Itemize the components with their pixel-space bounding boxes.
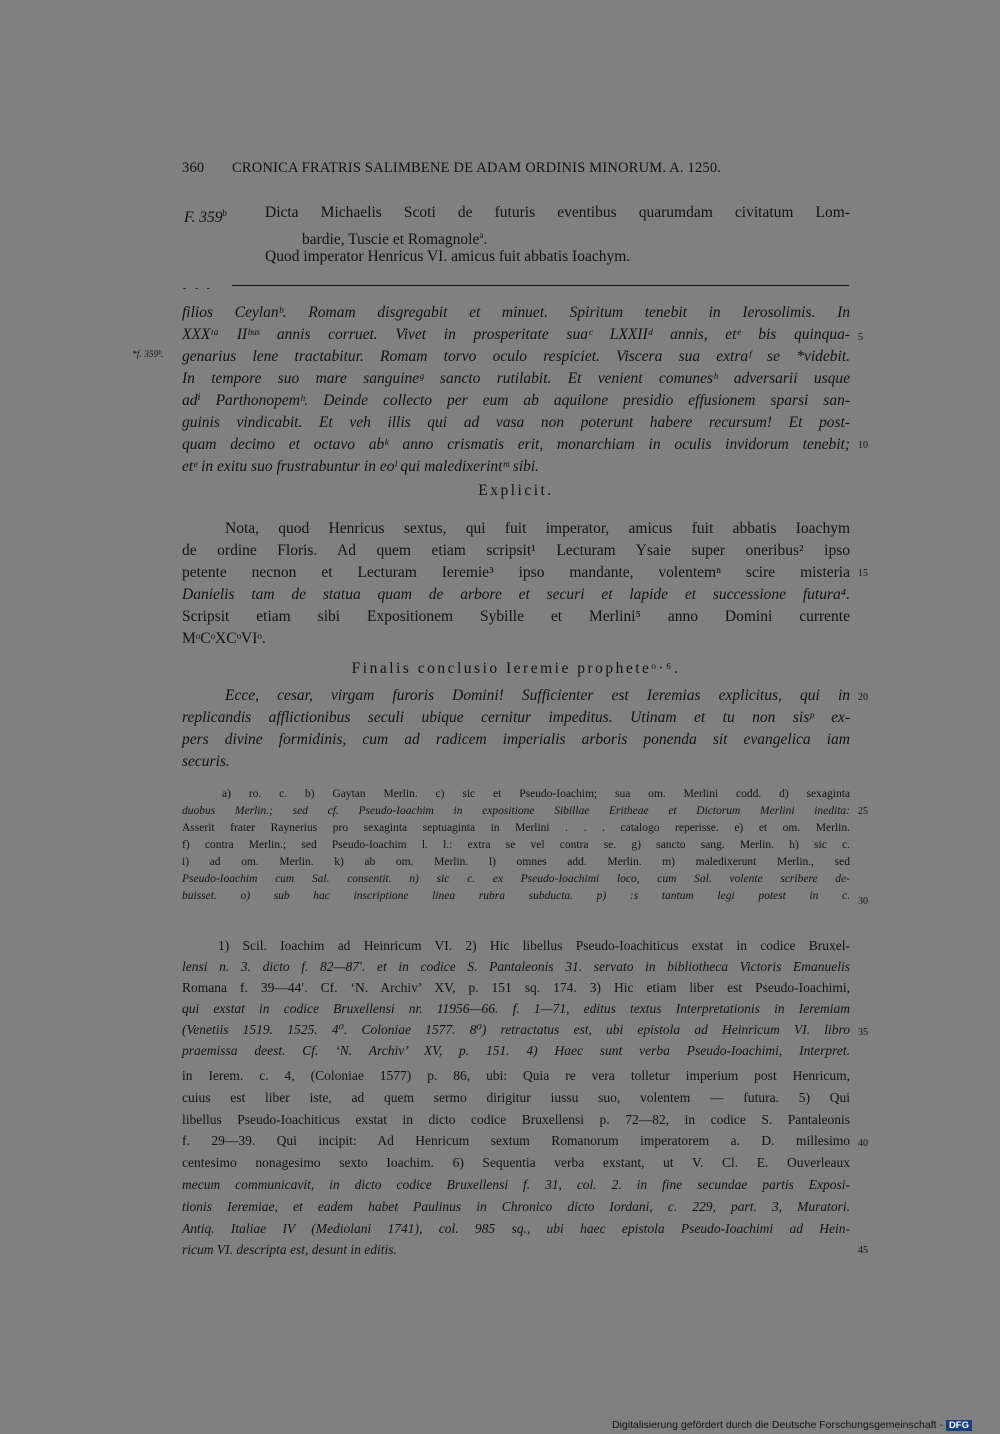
line-number: 10 xyxy=(858,440,868,451)
separator-rule xyxy=(232,285,849,286)
explicit-heading: Explicit. xyxy=(478,482,554,499)
digitization-credit xyxy=(612,1419,972,1431)
nota-line: Scripsit etiam sibi Expositionem Sybille et Merlini⁵ anno Domini currente xyxy=(182,608,850,625)
chapter-heading-line-1: Dicta Michaelis Scoti de futuris eventibus quarumdam civitatum Lom- xyxy=(265,204,850,221)
footnote-line: in Ierem. c. 4, (Coloniae 1577) p. 86, ubi: Quia re vera tolletur imperium post Henricum, xyxy=(182,1068,850,1083)
line-number: 40 xyxy=(858,1138,868,1149)
finalis-line: pers divine formidinis, cum ad radicem imperialis arboris ponenda sit evangelica iam xyxy=(182,731,850,748)
prophecy-line: etᵉ in exitu suo frustrabuntur in eoˡ qui maledixerintᵐ sibi. xyxy=(182,458,540,475)
folio-sup: b xyxy=(222,208,227,218)
credit-text: Digitalisierung gefördert durch die Deutsche Forschungsgemeinschaft - xyxy=(612,1419,943,1431)
line-number: 20 xyxy=(858,692,868,703)
prophecy-line: guinis vindicabit. Et veh illis qui ad vasa non poterunt habere recursum! Et post- xyxy=(182,414,850,431)
page-number: 360 xyxy=(182,160,205,176)
apparatus-line: buisset. o) sub hac inscriptione linea rubra subducta. p) :s tantum legi potest in c. xyxy=(182,890,850,902)
footnote-line: lensi n. 3. dicto f. 82—87′. et in codice S. Pantaleonis 31. servato in bibliotheca Victoris Emanuelis xyxy=(182,959,850,974)
footnote-line: (Venetiis 1519. 1525. 4⁰. Coloniae 1577. 8⁰) retractatus est, ubi epistola ad Heinricum VI. libro xyxy=(182,1022,850,1037)
nota-line: de ordine Floris. Ad quem etiam scripsit¹ Lecturam Ysaie super oneribus² ipso xyxy=(182,542,850,559)
finalis-line: securis. xyxy=(182,753,230,770)
margin-folio-note: *f. 359ᵇ. xyxy=(132,350,164,360)
prophecy-line: quam decimo et octavo abᵏ anno crismatis erit, monarchiam in oculis invidorum tenebit; xyxy=(182,436,850,453)
line-number: 45 xyxy=(858,1245,868,1256)
footnote-line: qui exstat in codice Bruxellensi nr. 11956—66. f. 1—71, editus textus Interpretationis in Ieremiam xyxy=(182,1001,850,1016)
footnote-line: praemissa deest. Cf. ‘N. Archiv’ XV, p. 151. 4) Haec sunt verba Pseudo-Ioachimi, Interpret. xyxy=(182,1043,850,1058)
apparatus-line: a) ro. c. b) Gaytan Merlin. c) sic et Pseudo-Ioachim; sua om. Merlini codd. d) sexaginta xyxy=(222,788,850,800)
footnote-line: libellus Pseudo-Ioachiticus exstat in dicto codice Bruxellensi p. 72—82, in codice S. Pantaleonis xyxy=(182,1112,850,1127)
prophecy-line: adⁱ Parthonopemʰ. Deinde collecto per eum ab aquilone presidio effusionem sparsi san- xyxy=(182,392,850,409)
chapter-heading-line-3: Quod imperator Henricus VI. amicus fuit abbatis Ioachym. xyxy=(265,248,631,265)
prophecy-line: XXXᵗᵃ IIᵇᵘˢ annis corruet. Vivet in prosperitate suaᶜ LXXIIᵈ annis, etᵉ bis quinqua- xyxy=(182,326,850,343)
footnote-line: centesimo nonagesimo sexto Ioachim. 6) Sequentia verba exstant, ut V. Cl. E. Ouverleaux xyxy=(182,1155,850,1170)
running-title: CRONICA FRATRIS SALIMBENE DE ADAM ORDINIS MINORUM. A. 1250. xyxy=(232,160,722,176)
line-number: 15 xyxy=(858,568,868,579)
line-number: 35 xyxy=(858,1027,868,1038)
apparatus-line: f) contra Merlin.; sed Pseudo-Ioachim l. l.: extra se vel contra se. g) sancto sang. Merlin. h) sic c. xyxy=(182,839,850,851)
apparatus-line: duobus Merlin.; sed cf. Pseudo-Ioachim in expositione Sibillae Eritheae et Dictorum Merlini inedita: xyxy=(182,805,850,817)
footnote-line: Antiq. Italiae IV (Mediolani 1741), col. 985 sq., ubi haec epistola Pseudo-Ioachimi ad Hein- xyxy=(182,1221,850,1236)
chapter-heading-line-2: bardie, Tuscie et Romagnole$^a$. xyxy=(302,230,488,249)
dfg-logo: DFG xyxy=(946,1420,972,1431)
line-number: 25 xyxy=(858,806,868,817)
footnote-line: mecum communicavit, in dicto codice Bruxellensi f. 31, col. 2. in fine secundae partis Exposi- xyxy=(182,1177,850,1192)
running-header xyxy=(182,160,817,177)
finalis-line: replicandis afflictionibus seculi ubique cernitur impeditus. Utinam et tu non sisᵖ ex- xyxy=(182,709,850,726)
finalis-heading: Finalis conclusio Ieremie propheteᵒ·⁶. xyxy=(351,660,681,677)
line-number: 5 xyxy=(858,332,863,343)
apparatus-line: Pseudo-Ioachim cum Sal. consentit. n) sic c. ex Pseudo-Ioachimi loco, cum Sal. volente scribere de- xyxy=(182,873,850,885)
footnote-line: tionis Ieremiae, et eadem habet Paulinus in Chronico dicto Iordani, c. 229, part. 3, Muratori. xyxy=(182,1199,850,1214)
line-number: 30 xyxy=(858,896,868,907)
footnote-line: f. 29—39. Qui incipit: Ad Henricum sextum Romanorum imperatorem a. D. millesimo xyxy=(182,1133,850,1148)
footnote-line: Romana f. 39—44′. Cf. ‘N. Archiv’ XV, p. 151 sq. 174. 3) Hic etiam liber est Pseudo-Ioachimi, xyxy=(182,980,850,995)
prophecy-line: genarius lene tractabitur. Romam torvo oculo respiciet. Viscera sua extraᶠ se *videbit. xyxy=(182,348,850,365)
footnote-line: ricum VI. descripta est, desunt in editis. xyxy=(182,1242,397,1257)
nota-line: Danielis tam de statua quam de arbore et securi et lapide et successione futura⁴. xyxy=(182,586,850,603)
prophecy-line: In tempore suo mare sanguineᵍ sancto rutilabit. Et venient comunesʰ adversarii usque xyxy=(182,370,850,387)
footnote-line: cuius est liber iste, ad quem sermo dirigitur iussu suo, volentem — futura. 5) Qui xyxy=(182,1090,850,1105)
apparatus-line: Asserit frater Raynerius pro sexaginta septuaginta in Merlini . . . catalogo reperisse. e) et om. Merlin. xyxy=(182,822,850,834)
separator-dashes: - - - xyxy=(183,283,213,294)
footnote-line: 1) Scil. Ioachim ad Heinricum VI. 2) Hic libellus Pseudo-Ioachiticus exstat in codice Bruxel- xyxy=(218,938,850,953)
finalis-line: Ecce, cesar, virgam furoris Domini! Sufficienter est Ieremias explicitus, qui in xyxy=(225,687,850,704)
folio-reference: F. 359 xyxy=(184,209,223,227)
apparatus-line: i) ad om. Merlin. k) ab om. Merlin. l) omnes add. Merlin. m) maledixerunt Merlin., sed xyxy=(182,856,850,868)
nota-line: petente necnon et Lecturam Ieremie³ ipso mandante, volentemⁿ scire misteria xyxy=(182,564,850,581)
prophecy-line: filios Ceylanᵇ. Romam disgregabit et minuet. Spiritum tenebit in Ierosolimis. In xyxy=(182,304,850,321)
nota-line: Nota, quod Henricus sextus, qui fuit imperator, amicus fuit abbatis Ioachym xyxy=(225,520,850,537)
nota-line: MᵒCᵒXCᵒVIᵒ. xyxy=(182,630,266,647)
